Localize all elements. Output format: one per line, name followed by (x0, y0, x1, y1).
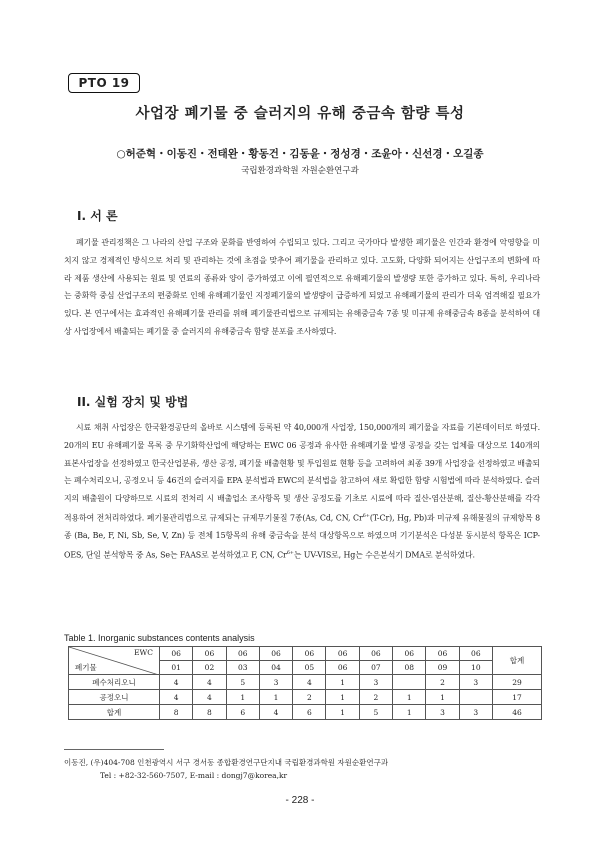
ewc-prefix-cell: 06 (160, 647, 193, 661)
ewc-prefix-cell: 06 (259, 647, 292, 661)
chromium-superscript-1: 6+ (362, 512, 370, 519)
table-cell: 8 (160, 705, 193, 720)
footnote-contact: Tel : +82-32-560-7507, E-mail : dongj7@korea,kr (100, 771, 288, 780)
ewc-prefix-cell: 06 (226, 647, 259, 661)
ewc-prefix-cell: 06 (293, 647, 326, 661)
table-cell (459, 690, 492, 705)
footnote-divider (64, 749, 164, 750)
table-cell: 2 (426, 675, 459, 690)
table-cell: 1 (426, 690, 459, 705)
table-row (69, 705, 542, 720)
row-total-cell: 46 (492, 705, 541, 720)
author-list: ○허준혁・이동진・전태완・황동건・김동윤・정성경・조윤아・신선경・오길종 (116, 148, 484, 160)
row-total-cell: 17 (492, 690, 541, 705)
method-heading: II. 실험 장치 및 방법 (77, 395, 189, 409)
table-cell: 1 (226, 690, 259, 705)
row-label: 폐수처리오니 (69, 675, 160, 690)
ewc-suffix-cell: 09 (426, 661, 459, 675)
session-code-badge: PTO 19 (68, 73, 140, 93)
table-cell: 3 (259, 675, 292, 690)
ewc-suffix-cell: 03 (226, 661, 259, 675)
ewc-suffix-cell: 01 (160, 661, 193, 675)
method-text-part1: 시료 채취 사업장은 한국환경공단의 올바로 시스템에 등록된 약 40,000개 사업장, 150,000개의 폐기물을 자료를 기본데이터로 하였다. 20개의 EU 유해폐기물 목록 중 무기화학산업에 해당하는 EWC 06 공정과 유사한 유해폐기물 발생 공정을 갖는 업체를 대상으로 140개의 표본사업장을 선정하였고 한국산업분류, 생산 공정, 폐기물 배출현황 및 투입원료 현황 등을 고려하여 최종 39개 사업장을 선정하였고 배출되는 폐수처리오니, 공정오니 등 46건의 슬러지를 EPA 분석법과 EWC의 분석법을 참고하여 새로 확립한 함량 시험법에 따라 분석하였다. 슬러지의 배출원이 다양하므로 시료의 전처리 시 배출업소 조사항목 및 생산 공정도를 기초로 시료에 따라 질산-염산분해, 질산-황산분해를 각각 적용하여 전처리하였다. 폐기물관리법으로 규제되는 규제무기물질 7종(As, Cd, CN, Cr (64, 423, 540, 523)
method-text-part2: (T-Cr), Hg, Pb)과 미규제 유해물질의 규제항목 8종 (Ba, Be, F, Ni, Sb, Se, V, Zn) 등 전체 15항목의 유해 중금속을 분석 대상항목으로 하였으며 기기분석은 다성분 동시분석 항목은 ICP-OES, 단일 분석항목 중 As, Se는 FAAS로 분석하였고 F, CN, Cr (64, 513, 540, 560)
table-cell: 2 (293, 690, 326, 705)
intro-heading: I. 서 론 (77, 209, 118, 223)
ewc-prefix-cell: 06 (393, 647, 426, 661)
table-cell: 4 (193, 690, 226, 705)
ewc-suffix-cell: 07 (359, 661, 392, 675)
table-cell: 4 (293, 675, 326, 690)
table-cell: 3 (459, 675, 492, 690)
ewc-suffix-cell: 04 (259, 661, 292, 675)
table-cell: 5 (359, 705, 392, 720)
table-cell: 1 (393, 690, 426, 705)
total-column-header: 합계 (492, 647, 541, 675)
table-cell: 4 (160, 690, 193, 705)
table-cell (393, 675, 426, 690)
ewc-prefix-cell: 06 (426, 647, 459, 661)
table-cell: 1 (393, 705, 426, 720)
paper-title: 사업장 폐기물 중 슬러지의 유해 중금속 함량 특성 (135, 106, 465, 122)
ewc-suffix-cell: 06 (326, 661, 359, 675)
table-header-row (69, 647, 542, 661)
ewc-prefix-cell: 06 (326, 647, 359, 661)
ewc-suffix-cell: 10 (459, 661, 492, 675)
table-cell: 1 (326, 690, 359, 705)
table-cell: 1 (326, 675, 359, 690)
table-caption: Table 1. Inorganic substances contents analysis (64, 633, 255, 643)
ewc-prefix-cell: 06 (193, 647, 226, 661)
corner-waste-label: 폐기물 (75, 663, 97, 672)
method-paragraph (64, 419, 540, 565)
ewc-prefix-cell: 06 (459, 647, 492, 661)
ewc-suffix-cell: 02 (193, 661, 226, 675)
row-label: 합계 (69, 705, 160, 720)
table-cell: 6 (293, 705, 326, 720)
table-cell: 3 (459, 705, 492, 720)
affiliation: 국립환경과학원 자원순환연구과 (241, 166, 359, 176)
corner-ewc-label: EWC (134, 648, 153, 657)
table-cell: 8 (193, 705, 226, 720)
table-cell: 4 (160, 675, 193, 690)
ewc-suffix-cell: 05 (293, 661, 326, 675)
method-text-part3: 는 UV-VIS로, Hg는 수은분석기 DMA로 분석하였다. (293, 550, 475, 560)
table-cell: 1 (259, 690, 292, 705)
footnote-address: 이동진, (우)404-708 인천광역시 서구 경서동 종합환경연구단지내 국립환경과학원 자원순환연구과 (64, 758, 389, 767)
table-cell: 3 (359, 675, 392, 690)
inorganic-contents-table (68, 646, 542, 720)
page-number: - 228 - (285, 795, 315, 806)
table-corner-cell (69, 647, 160, 675)
table-row (69, 690, 542, 705)
table-cell: 4 (193, 675, 226, 690)
chromium-superscript-2: 6+ (286, 550, 294, 557)
table-cell: 6 (226, 705, 259, 720)
table-cell: 2 (359, 690, 392, 705)
table-cell: 5 (226, 675, 259, 690)
row-total-cell: 29 (492, 675, 541, 690)
table-cell: 1 (326, 705, 359, 720)
row-label: 공정오니 (69, 690, 160, 705)
table-cell: 4 (259, 705, 292, 720)
ewc-suffix-cell: 08 (393, 661, 426, 675)
table-cell: 3 (426, 705, 459, 720)
corresponding-author-note (64, 756, 544, 782)
intro-paragraph: 폐기물 관리정책은 그 나라의 산업 구조와 문화를 반영하여 수립되고 있다. 그리고 국가마다 발생한 폐기물은 인간과 환경에 악영향을 미치지 않고 경제적인 방식으로 처리 및 관리하는 것에 초점을 맞추어 폐기물을 관리하고 있다. 고도화, 다양화 되어지는 산업구조의 변화에 따라 제품 생산에 사용되는 원료 및 연료의 종류와 양이 증가하였고 이에 필연적으로 유해폐기물의 발생량 또한 증가하고 있다. 특히, 우리나라는 중화학 중심 산업구조의 편중화로 인해 유해폐기물인 지정폐기물의 발생량이 급증하게 되었고 유해폐기물의 관리가 더욱 엄격해질 필요가 있다. 본 연구에서는 효과적인 유해폐기물 관리를 위해 폐기물관리법으로 규제되는 유해중금속 7종 및 미규제 유해중금속 8종을 분석하여 대상 사업장에서 배출되는 폐기물 중 슬러지의 유해중금속 함량 분포를 조사하였다. (64, 238, 540, 336)
table-row (69, 675, 542, 690)
ewc-prefix-cell: 06 (359, 647, 392, 661)
